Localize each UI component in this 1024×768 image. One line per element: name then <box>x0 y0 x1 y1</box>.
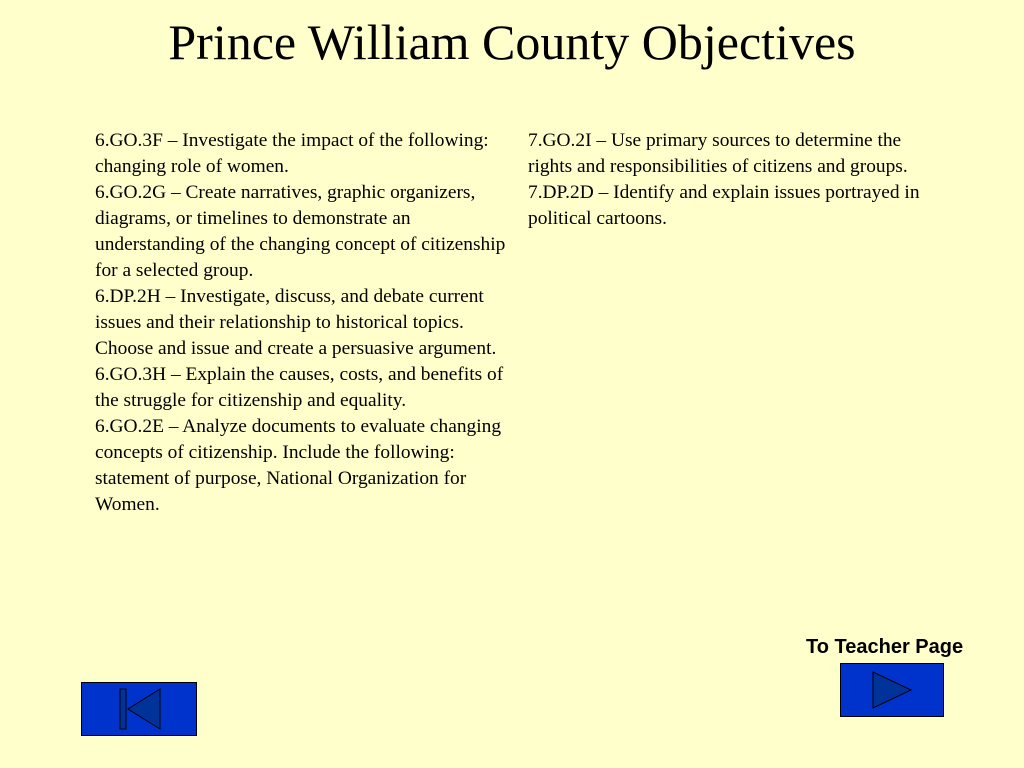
objective-item: 6.DP.2H – Investigate, discuss, and debate current issues and their relationship to historical topics. Choose and issue and create a persuasive argument. <box>95 286 497 359</box>
to-teacher-page-link[interactable]: To Teacher Page <box>806 636 964 658</box>
objective-item: 6.GO.2G – Create narratives, graphic organizers, diagrams, or timelines to demonstrate an understanding of the changing concept of citizenship for a selected group. <box>95 182 506 281</box>
objective-item: 6.GO.3H – Explain the causes, costs, and benefits of the struggle for citizenship and equality. <box>95 364 504 411</box>
objective-item: 7.DP.2D – Identify and explain issues portrayed in political cartoons. <box>528 182 920 229</box>
objectives-left-column <box>95 128 515 518</box>
play-forward-icon <box>841 664 943 716</box>
objective-item: 6.GO.3F – Investigate the impact of the following: changing role of women. <box>95 130 489 177</box>
next-slide-button[interactable] <box>840 663 944 717</box>
first-slide-button[interactable] <box>81 682 197 736</box>
objective-item: 7.GO.2I – Use primary sources to determine the rights and responsibilities of citizens and groups. <box>528 130 908 177</box>
objectives-right-column <box>528 128 938 232</box>
objective-item: 6.GO.2E – Analyze documents to evaluate changing concepts of citizenship. Include the following: statement of purpose, National Organization for Women. <box>95 416 502 515</box>
skip-to-start-icon <box>82 683 196 735</box>
slide-title: Prince William County Objectives <box>168 14 856 70</box>
